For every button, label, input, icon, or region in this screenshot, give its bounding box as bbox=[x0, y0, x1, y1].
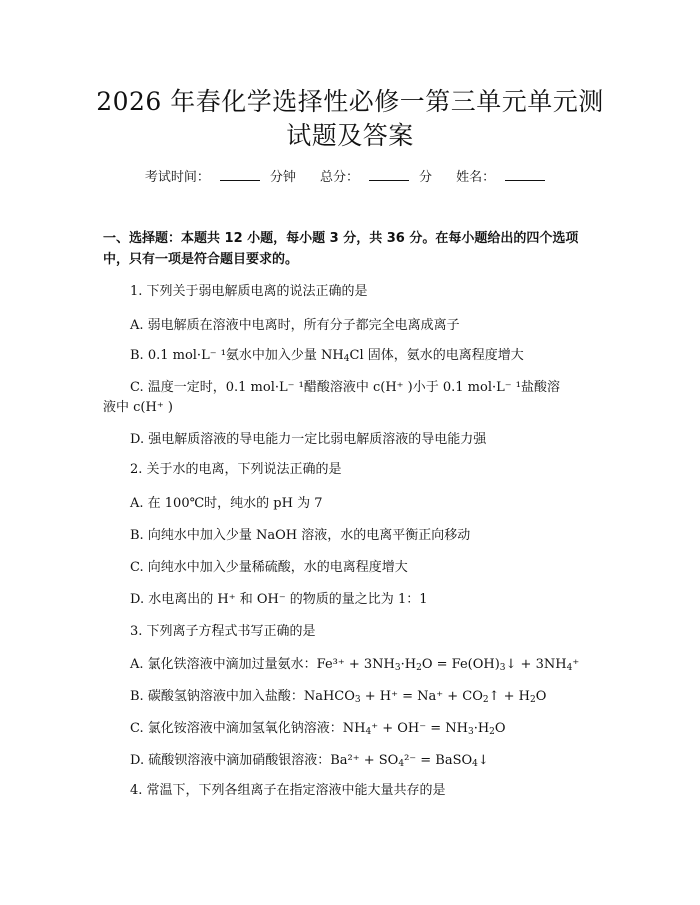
question-1-option-c-line1: C. 温度一定时，0.1 mol·L⁻ ¹醋酸溶液中 c(H⁺ )小于 0.1 mol·L⁻ ¹盐酸溶 bbox=[130, 380, 560, 395]
name-blank bbox=[505, 168, 545, 181]
subscript: 3 bbox=[467, 727, 474, 737]
subscript: 4 bbox=[343, 354, 350, 364]
option-text: C. 氯化铵溶液中滴加氢氧化钠溶液：NH bbox=[130, 721, 366, 736]
question-3-option-a bbox=[130, 655, 579, 675]
option-text: ↓ bbox=[477, 753, 489, 768]
subscript: 4 bbox=[566, 663, 573, 673]
page-title: 2026 年春化学选择性必修一第三单元单元测 bbox=[96, 87, 604, 116]
question-2-option-d: D. 水电离出的 H⁺ 和 OH⁻ 的物质的量之比为 1：1 bbox=[130, 592, 428, 607]
question-3-option-b bbox=[130, 687, 546, 707]
score-blank bbox=[369, 168, 409, 181]
subscript: 4 bbox=[398, 759, 405, 769]
question-1-option-b bbox=[130, 346, 524, 366]
question-1-option-a: A. 弱电解质在溶液中电离时，所有分子都完全电离成离子 bbox=[130, 318, 460, 333]
time-label: 考试时间： bbox=[144, 170, 210, 185]
time-blank bbox=[220, 168, 260, 181]
time-unit: 分钟 bbox=[269, 170, 296, 185]
subscript: 3 bbox=[354, 695, 361, 705]
option-text: O bbox=[494, 721, 506, 736]
subscript: 2 bbox=[482, 695, 489, 705]
option-text: ²⁻ = BaSO bbox=[404, 753, 473, 768]
question-2-stem: 2. 关于水的电离，下列说法正确的是 bbox=[130, 462, 342, 477]
exam-time bbox=[145, 170, 296, 185]
question-2-option-a: A. 在 100℃时，纯水的 pH 为 7 bbox=[130, 496, 323, 511]
option-text: ⁺ bbox=[572, 657, 580, 672]
option-text: ·H bbox=[400, 657, 417, 672]
subscript: 2 bbox=[489, 727, 495, 737]
question-1-stem: 1. 下列关于弱电解质电离的说法正确的是 bbox=[130, 284, 368, 299]
option-text: Cl 固体，氨水的电离程度增大 bbox=[349, 348, 524, 363]
name-label: 姓名： bbox=[456, 170, 496, 185]
exam-name bbox=[456, 170, 555, 185]
subscript: 4 bbox=[472, 759, 478, 769]
question-2-option-b: B. 向纯水中加入少量 NaOH 溶液，水的电离平衡正向移动 bbox=[130, 528, 471, 543]
subscript: 3 bbox=[394, 663, 401, 673]
subscript: 2 bbox=[416, 663, 422, 673]
question-3-option-c bbox=[130, 719, 506, 739]
option-text: ⁺ + OH⁻ = NH bbox=[371, 721, 468, 736]
option-text: + H⁺ = Na⁺ + CO bbox=[360, 689, 483, 704]
question-1-option-c-line2: 液中 c(H⁺ ) bbox=[103, 400, 173, 415]
option-text: ↓ + 3NH bbox=[505, 657, 567, 672]
option-text: B. 碳酸氢钠溶液中加入盐酸：NaHCO bbox=[130, 689, 355, 704]
page-title-line2: 试题及答案 bbox=[286, 121, 414, 150]
exam-meta bbox=[0, 168, 700, 188]
option-text: ·H bbox=[473, 721, 490, 736]
option-text: O = Fe(OH) bbox=[421, 657, 500, 672]
subscript: 3 bbox=[499, 663, 506, 673]
option-text: D. 硫酸钡溶液中滴加硝酸银溶液：Ba²⁺ + SO bbox=[130, 753, 399, 768]
section-heading: 一、选择题：本题共 12 小题，每小题 3 分，共 36 分。在每小题给出的四个选项中，只有一项是符合题目要求的。 bbox=[103, 231, 579, 267]
exam-score bbox=[320, 170, 432, 185]
subscript: 4 bbox=[365, 727, 372, 737]
option-text: A. 氯化铁溶液中滴加过量氨水：Fe³⁺ + 3NH bbox=[130, 657, 395, 672]
score-label: 总分： bbox=[319, 170, 359, 185]
question-4-stem: 4. 常温下，下列各组离子在指定溶液中能大量共存的是 bbox=[130, 783, 446, 798]
question-2-option-c: C. 向纯水中加入少量稀硫酸，水的电离程度增大 bbox=[130, 560, 408, 575]
question-3-stem: 3. 下列离子方程式书写正确的是 bbox=[130, 624, 316, 639]
question-1-option-d: D. 强电解质溶液的导电能力一定比弱电解质溶液的导电能力强 bbox=[130, 432, 487, 447]
option-text: ↑ + H bbox=[488, 689, 531, 704]
option-text: B. 0.1 mol·L⁻ ¹氨水中加入少量 NH bbox=[130, 348, 344, 363]
option-text: O bbox=[535, 689, 547, 704]
score-unit: 分 bbox=[419, 170, 433, 185]
subscript: 2 bbox=[530, 695, 536, 705]
question-3-option-d bbox=[130, 751, 489, 771]
